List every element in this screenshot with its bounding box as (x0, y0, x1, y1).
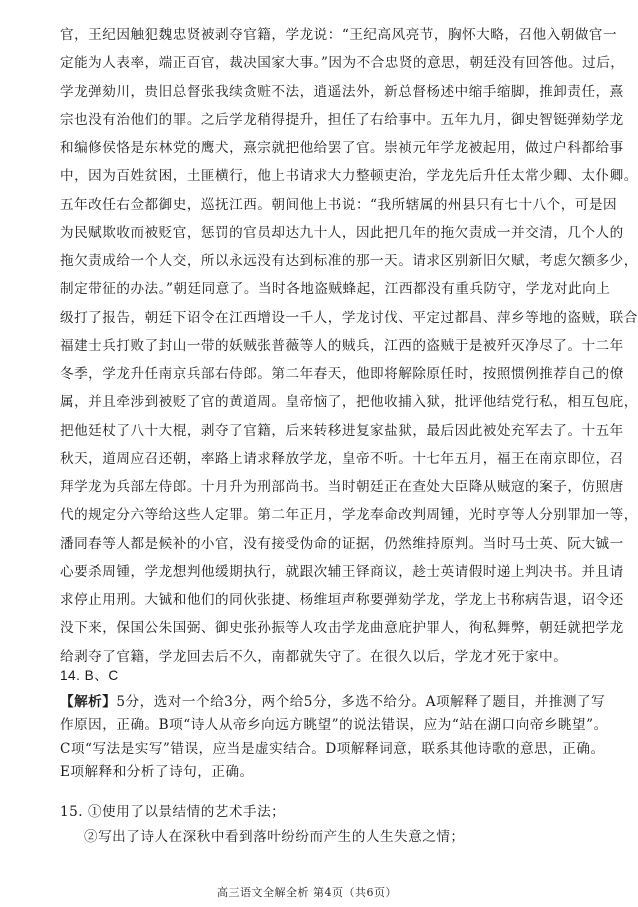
passage-line: 把他廷杖了八十大棍，剥夺了官籍，后来转移进复家盐狱，最后因此被处充军去了。十五年 (60, 422, 624, 439)
q15-answer-item-2: ②写出了诗人在深秋中看到落叶纷纷而产生的人生失意之情； (84, 829, 465, 845)
passage-line: 级打了报告，朝廷下诏令在江西增设一千人，学龙讨伐、平定过都昌、萍乡等地的盗贼，联合 (60, 309, 638, 326)
passage-line: 宗也没有治他们的罪。之后学龙稍得提升，担任了右给事中。五年九月，御史智铤弹劾学龙 (60, 111, 624, 128)
passage-line: 制定带征的办法。”朝廷同意了。当时各地盗贼蜂起，江西都没有重兵防守，学龙对此向上 (60, 281, 611, 298)
q15-answer: 15. ①使用了以景结情的艺术手法； (60, 804, 286, 820)
page-footer: 高三语文全解全析 第4页（共6页） (217, 886, 397, 899)
passage-line: 心要杀周锺，学龙想判他缓期执行，就跟次辅王铎商议，趁士英请假时递上判决书。并且请 (60, 563, 624, 580)
passage-line: 学龙弹劾川，贵旧总督张我续贪赃不法，逍遥法外，新总督杨述中缩手缩脚，推卸责任，熹 (60, 83, 624, 100)
passage-line: 属，并且牵涉到被贬了官的黄道周。皇帝恼了，把他收捕入狱，批评他结党行私，相互包庇， (60, 394, 638, 411)
passage-line: 福建士兵打败了封山一带的妖贼张普薇等人的贼兵，江西的盗贼于是被歼灭净尽了。十二年 (60, 337, 624, 354)
passage-line: 中，因为百姓贫困，土匪横行，他上书请求大力整顿吏治，学龙先后升任太常少卿、太仆卿。 (60, 168, 638, 185)
passage-line: 五年改任右佥都御史，巡抚江西。朝间他上书说：“我所辖属的州县只有七十八个，可是因 (60, 196, 618, 213)
q14-jiexi-line-1 (60, 694, 606, 711)
passage-line: 潘同春等人都是候补的小官，没有接受伪命的证据，仍然维持原判。当时马士英、阮大铖一 (60, 535, 624, 552)
passage-line: 没下来，保国公朱国弼、御史张孙振等人攻击学龙曲意庇护罪人，徇私舞弊，朝廷就把学龙 (60, 620, 624, 637)
q14-answer: 14. B、C (60, 668, 119, 683)
jiexi-tag: 【解析】 (60, 694, 117, 710)
passage-line: 拖欠责成给一个人交，所以永远没有达到标准的那一天。请求区别新旧欠赋，考虑欠额多少， (60, 253, 638, 269)
passage-line: 冬季，学龙升任南京兵部右侍郎。第二年春天，他即将解除原任时，按照惯例推荐自己的僚 (60, 366, 624, 382)
passage-line: 给剥夺了官籍，学龙回去后不久，南都就失守了。在很久以后，学龙才死于家中。 (60, 648, 568, 665)
q14-explanation-text: 5分，选对一个给3分，两个给5分，多选不给分。A项解释了题目，并推测了写 (116, 694, 606, 710)
passage-line: 官，王纪因触犯魏忠贤被剥夺官籍，学龙说：“王纪高风亮节，胸怀大略，召他入朝做官一 (60, 27, 618, 43)
passage-line: 定能为人表率，端正百官，裁决国家大事。”因为不合忠贤的意思，朝廷没有回答他。过后， (60, 55, 625, 72)
q14-jiexi-line-3: C项“写法是实写”错误，应当是虚实结合。D项解释词意，联系其他诗歌的意思，正确。 (60, 741, 605, 757)
passage-line: 秋天，道周应召还朝，率路上请求释放学龙，皇帝不听。十七年五月，福王在南京即位，召 (60, 450, 624, 467)
passage-line: 求停止用刑。大铖和他们的同伙张捷、杨维垣声称要弹劾学龙，学龙上书称病告退，诏令还 (60, 592, 624, 608)
passage-line: 和编修侯恪是东林党的鹰犬，熹宗就把他给罢了官。崇祯元年学龙被起用，做过户科都给事 (60, 140, 624, 156)
q14-jiexi-line-2: 作原因，正确。B项“诗人从帝乡向远方眺望”的说法错误，应为“站在湖口向帝乡眺望”。 (60, 717, 608, 733)
q14-jiexi-line-4: E项解释和分析了诗句，正确。 (60, 764, 254, 780)
passage-line: 拜学龙为兵部左侍郎。十月升为刑部尚书。当时朝廷正在查处大臣降从贼寇的案子，仿照唐 (60, 479, 624, 495)
passage-line: 为民赋欺收而被贬官，惩罚的官员却达九十人，因此把几年的拖欠责成一并交清，几个人的 (60, 224, 624, 241)
passage-line: 代的规定分六等给这些人定罪。第二年正月，学龙奉命改判周锺，光时亨等人分别罪加一等， (60, 507, 638, 524)
